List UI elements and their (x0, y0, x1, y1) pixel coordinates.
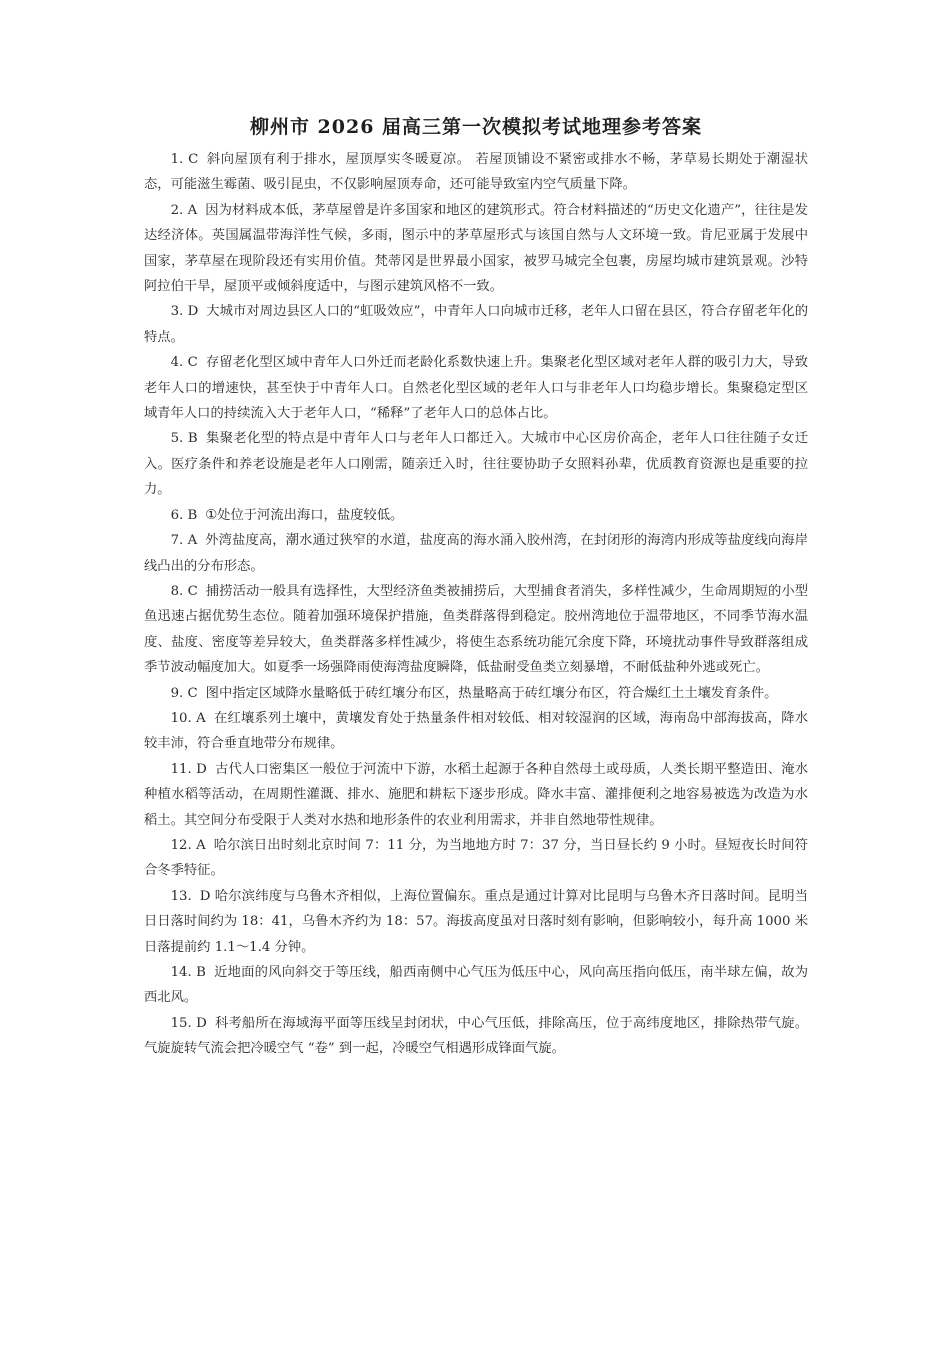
answer-item (144, 884, 808, 960)
answer-item (144, 706, 808, 757)
answer-number: 11. D (170, 761, 207, 777)
answer-number: 5. B (170, 431, 198, 447)
answer-explanation: 捕捞活动一般具有选择性，大型经济鱼类被捕捞后，大型捕食者消失，多样性减少，生命周期短的小型鱼迅速占据优势生态位。随着加强环境保护措施，鱼类群落得到稳定。胶州湾地位于温带地区，不同季节海水温度、盐度、密度等差异较大，鱼类群落多样性减少，将使生态系统功能冗余度下降，环境扰动事件导致群落组成季节波动幅度加大。如夏季一场强降雨使海湾盐度瞬降，低盐耐受鱼类立刻暴增，不耐低盐种外逃或死亡。 (144, 583, 809, 676)
answer-explanation: 古代人口密集区一般位于河流中下游，水稻土起源于各种自然母土或母质，人类长期平整造田、淹水种植水稻等活动，在周期性灌溉、排水、施肥和耕耘下逐步形成。降水丰富、灌排便利之地容易被选为改造为水稻土。其空间分布受限于人类对水热和地形条件的农业利用需求，并非自然地带性规律。 (144, 761, 809, 828)
answer-explanation: 斜向屋顶有利于排水，屋顶厚实冬暖夏凉。 若屋顶铺设不紧密或排水不畅，茅草易长期处于潮湿状态，可能滋生霉菌、吸引昆虫，不仅影响屋顶寿命，还可能导致室内空气质量下降。 (144, 152, 808, 193)
answer-item (144, 1011, 808, 1062)
answer-explanation: 因为材料成本低，茅草屋曾是许多国家和地区的建筑形式。符合材料描述的“历史文化遗产”，往往是发达经济体。英国属温带海洋性气候，多雨，图示中的茅草屋形式与该国自然与人文环境一致。肯尼亚属于发展中国家，茅草屋在现阶段还有实用价值。梵蒂冈是世界最小国家，被罗马城完全包裹，房屋均城市建筑景观。沙特阿拉伯干旱，屋顶平或倾斜度适中，与图示建筑风格不一致。 (144, 202, 808, 295)
answer-number: 13. (170, 888, 192, 904)
answer-item (144, 960, 808, 1011)
answer-item (144, 528, 808, 579)
answer-list (144, 147, 808, 1062)
answer-sheet (144, 114, 808, 1062)
answer-item (144, 681, 808, 706)
answer-explanation: D 哈尔滨纬度与乌鲁木齐相似，上海位置偏东。重点是通过计算对比昆明与乌鲁木齐日落时间。昆明当日日落时间约为 18：41，乌鲁木齐约为 18：57。海拔高度虽对日落时刻有影响，但影响较小，每升高 1000 米日落提前约 1.1～1.4 分钟。 (144, 888, 808, 955)
answer-explanation: 大城市对周边县区人口的“虹吸效应”，中青年人口向城市迁移，老年人口留在县区，符合存留老年化的特点。 (144, 304, 808, 345)
answer-item (144, 503, 808, 528)
answer-item (144, 833, 808, 884)
answer-item (144, 147, 808, 198)
answer-item (144, 579, 808, 681)
page-title: 柳州市 2026 届高三第一次模拟考试地理参考答案 (249, 116, 703, 138)
answer-number: 15. D (170, 1015, 207, 1031)
answer-explanation: 近地面的风向斜交于等压线，船西南侧中心气压为低压中心，风向高压指向低压，南半球左偏，故为西北风。 (144, 965, 808, 1006)
answer-number: 2. A (170, 202, 198, 218)
answer-number: 4. C (170, 355, 198, 371)
answer-explanation: 科考船所在海域海平面等压线呈封闭状，中心气压低，排除高压，位于高纬度地区，排除热带气旋。气旋旋转气流会把冷暖空气 “卷” 到一起，冷暖空气相遇形成锋面气旋。 (144, 1015, 809, 1057)
answer-item (144, 299, 808, 350)
answer-number: 1. C (170, 152, 199, 167)
answer-number: 9. C (170, 685, 198, 701)
answer-explanation: 在红壤系列土壤中，黄壤发育处于热量条件相对较低、相对较湿润的区域，海南岛中部海拔高，降水较丰沛，符合垂直地带分布规律。 (144, 710, 808, 752)
answer-number: 6. B (170, 507, 198, 523)
answer-explanation: 图中指定区域降水量略低于砖红壤分布区，热量略高于砖红壤分布区，符合燥红土土壤发育条件。 (205, 685, 778, 701)
answer-number: 8. C (170, 583, 198, 599)
answer-number: 7. A (170, 533, 198, 549)
answer-item (144, 198, 808, 300)
answer-explanation: 哈尔滨日出时刻北京时间 7：11 分，为当地地方时 7：37 分，当日昼长约 9 小时。昼短夜长时间符合冬季特征。 (144, 837, 808, 879)
answer-number: 12. A (170, 837, 206, 853)
answer-number: 14. B (170, 965, 206, 980)
answer-explanation: ①处位于河流出海口，盐度较低。 (205, 507, 404, 523)
answer-number: 10. A (170, 710, 206, 726)
answer-number: 3. D (170, 304, 199, 320)
answer-item (144, 350, 808, 426)
answer-item (144, 757, 808, 833)
answer-explanation: 集聚老化型的特点是中青年人口与老年人口都迁入。大城市中心区房价高企，老年人口往往随子女迁入。医疗条件和养老设施是老年人口刚需，随亲迁入时，往往要协助子女照料孙辈，优质教育资源也是重要的拉力。 (144, 431, 808, 498)
answer-explanation: 存留老化型区域中青年人口外迁而老龄化系数快速上升。集聚老化型区域对老年人群的吸引力大，导致老年人口的增速快，甚至快于中青年人口。自然老化型区域的老年人口与非老年人口均稳步增长。集聚稳定型区域青年人口的持续流入大于老年人口，“稀释”了老年人口的总体占比。 (144, 355, 809, 422)
answer-item (144, 426, 808, 502)
answer-explanation: 外湾盐度高，潮水通过狭窄的水道，盐度高的海水涌入胶州湾，在封闭形的海湾内形成等盐度线向海岸线凸出的分布形态。 (144, 533, 808, 574)
